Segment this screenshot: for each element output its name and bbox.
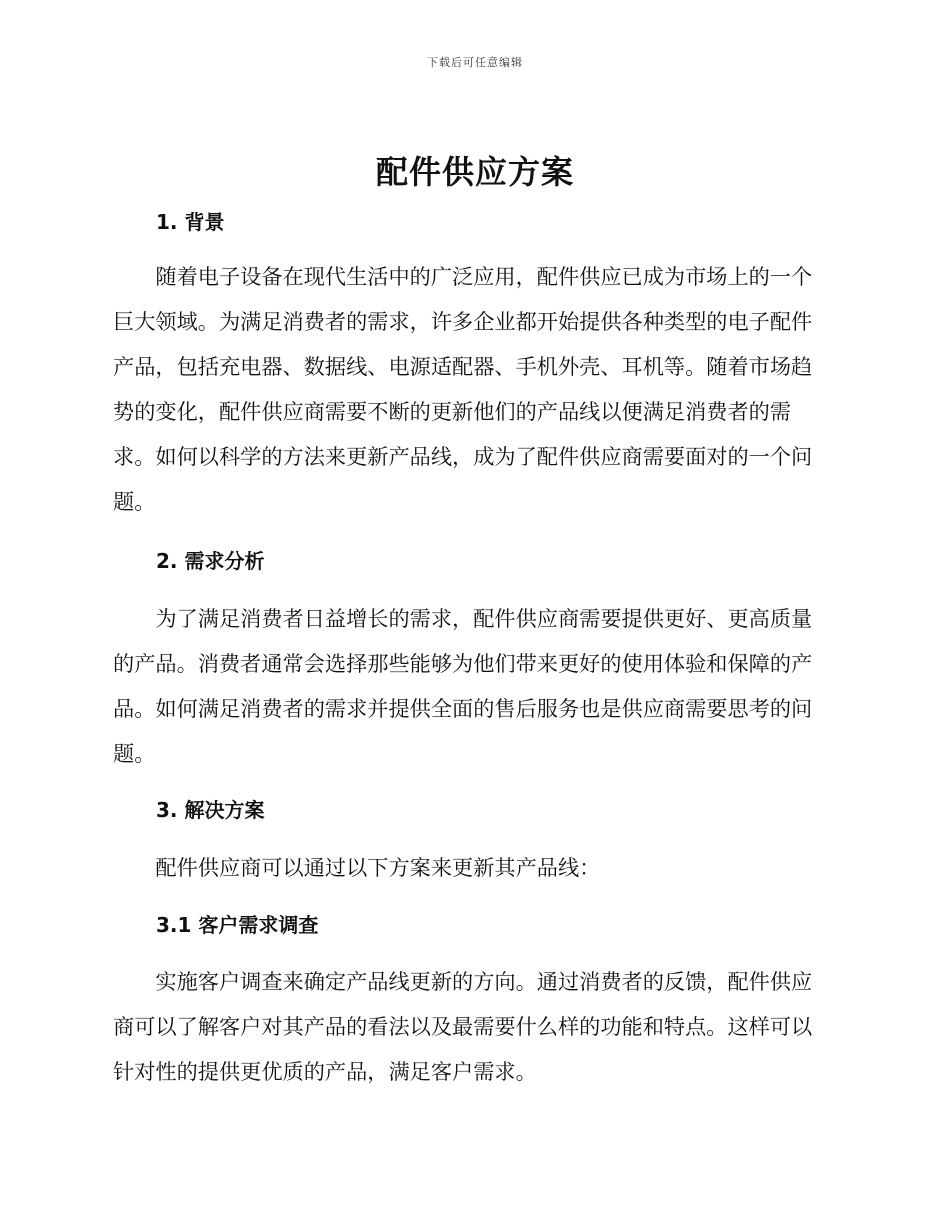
header-note: 下载后可任意编辑 [427,56,523,69]
document-title: 配件供应方案 [375,153,574,191]
section-paragraph-solution: 配件供应商可以通过以下方案来更新其产品线： [155,855,601,880]
section-heading-customer-survey: 3.1 客户需求调查 [156,913,319,937]
section-heading-background: 1. 背景 [156,210,225,234]
section-heading-solution: 3. 解决方案 [156,798,265,822]
section-paragraph-demand-analysis: 为了满足消费者日益增长的需求，配件供应商需要提供更好、更高质量的产品。消费者通常会选择那些能够为他们带来更好的使用体验和保障的产品。如何满足消费者的需求并提供全面的售后服务也是供应商需要思考的问题。 [113,606,813,766]
section-paragraph-background: 随着电子设备在现代生活中的广泛应用，配件供应已成为市场上的一个巨大领域。为满足消费者的需求，许多企业都开始提供各种类型的电子配件产品，包括充电器、数据线、电源适配器、手机外壳、耳机等。随着市场趋势的变化，配件供应商需要不断的更新他们的产品线以便满足消费者的需求。如何以科学的方法来更新产品线，成为了配件供应商需要面对的一个问题。 [113,264,813,514]
section-heading-demand-analysis: 2. 需求分析 [156,549,265,573]
section-paragraph-customer-survey: 实施客户调查来确定产品线更新的方向。通过消费者的反馈，配件供应商可以了解客户对其产品的看法以及最需要什么样的功能和特点。这样可以针对性的提供更优质的产品，满足客户需求。 [113,969,813,1084]
